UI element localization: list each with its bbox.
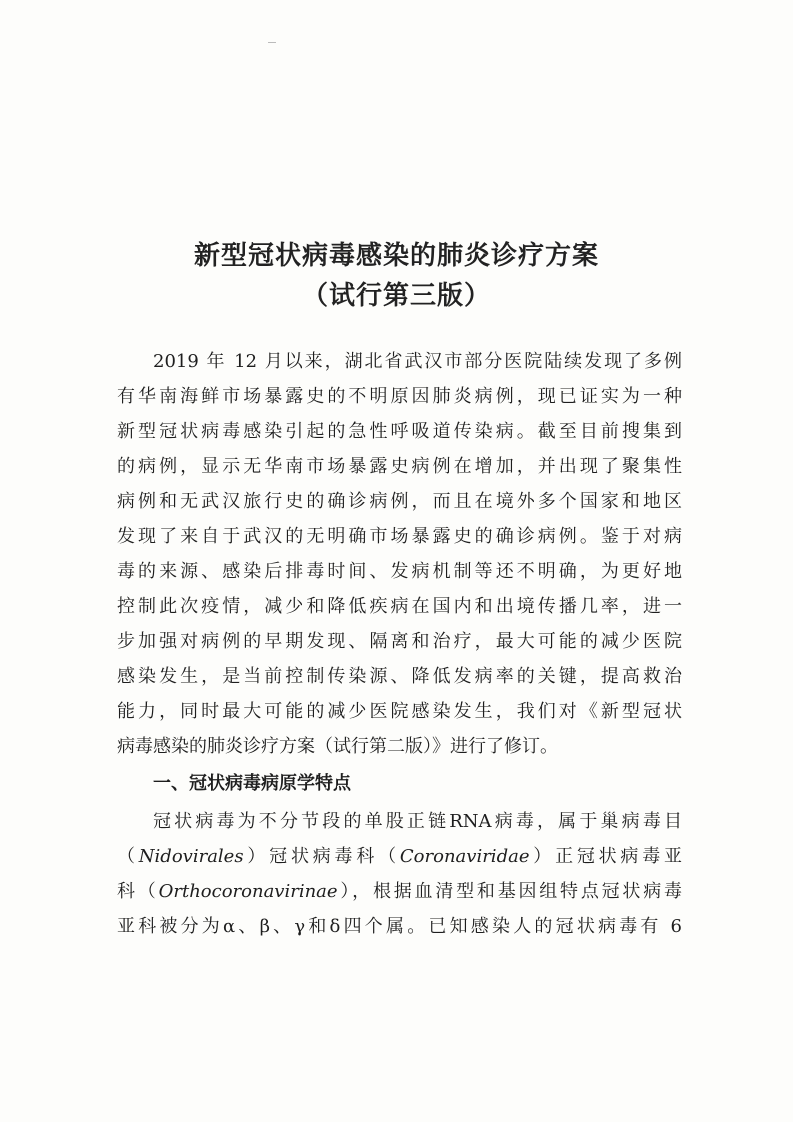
- paragraph-line: 新型冠状病毒感染引起的急性呼吸道传染病。截至目前搜集到: [117, 421, 682, 442]
- latin-term: Coronaviridae: [399, 846, 530, 867]
- document-title: 新型冠状病毒感染的肺炎诊疗方案: [193, 241, 599, 271]
- document-subtitle: （试行第三版）: [301, 281, 491, 311]
- paragraph-line: 病例和无武汉旅行史的确诊病例，而且在境外多个国家和地区: [117, 491, 682, 512]
- paragraph-line: 感染发生，是当前控制传染源、降低发病率的关键，提高救治: [117, 666, 682, 687]
- text-span: ），根据血清型和基因组特点冠状病毒: [337, 881, 683, 902]
- paragraph-line: 毒的来源、感染后排毒时间、发病机制等还不明确，为更好地: [117, 561, 682, 582]
- paragraph-line: [117, 839, 682, 874]
- paragraph-line: 步加强对病例的早期发现、隔离和治疗，最大可能的减少医院: [117, 631, 682, 652]
- paragraph-line: 控制此次疫情，减少和降低疾病在国内和出境传播几率，进一: [117, 596, 682, 617]
- paragraph-line: 冠状病毒为不分节段的单股正链RNA病毒，属于巢病毒目: [153, 811, 682, 832]
- paragraph-line: 2019 年 12 月以来，湖北省武汉市部分医院陆续发现了多例: [153, 351, 682, 372]
- latin-term: Orthocoronavirinae: [158, 881, 338, 902]
- paragraph-line: 发现了来自于武汉的无明确市场暴露史的确诊病例。鉴于对病: [117, 526, 682, 547]
- text-span: 科（: [117, 881, 159, 902]
- text-span: ）正冠状病毒亚: [529, 846, 683, 867]
- paragraph-line: 病毒感染的肺炎诊疗方案（试行第二版）》进行了修订。: [117, 736, 558, 757]
- scan-speck: [268, 42, 276, 43]
- document-body: [117, 344, 682, 944]
- paragraph-line: 能力，同时最大可能的减少医院感染发生，我们对《新型冠状: [117, 701, 682, 722]
- paragraph-line: 有华南海鲜市场暴露史的不明原因肺炎病例，现已证实为一种: [117, 386, 682, 407]
- section-heading: 一、冠状病毒病原学特点: [153, 773, 351, 794]
- paragraph-line: [117, 874, 682, 909]
- text-span: （: [117, 846, 139, 867]
- paragraph-line: 的病例，显示无华南市场暴露史病例在增加，并出现了聚集性: [117, 456, 682, 477]
- text-span: ）冠状病毒科（: [243, 846, 400, 867]
- latin-term: Nidovirales: [138, 846, 244, 867]
- paragraph-line: 亚科被分为α、β、γ和δ四个属。已知感染人的冠状病毒有 6: [117, 916, 682, 937]
